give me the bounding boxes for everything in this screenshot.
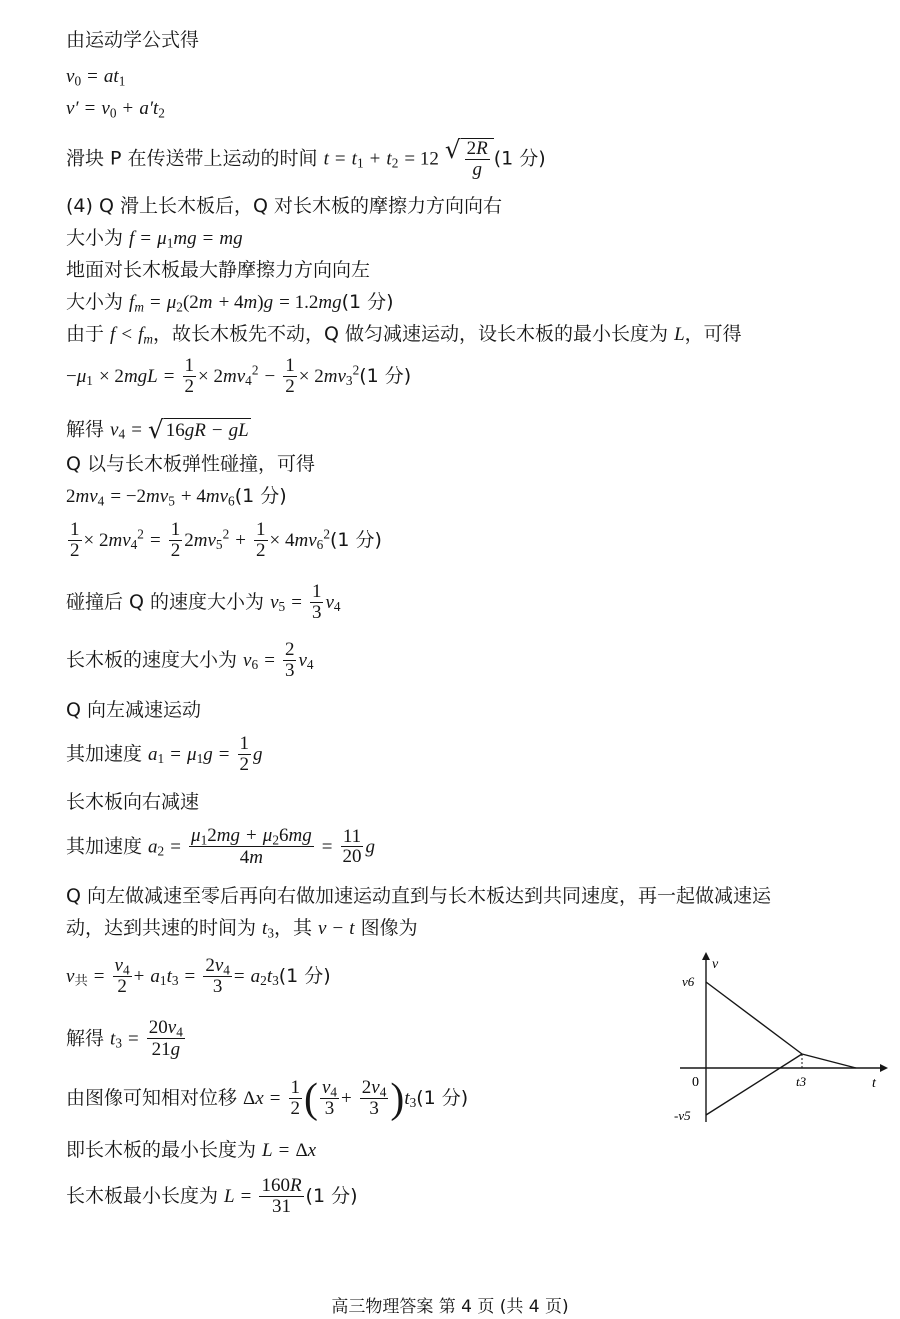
equation-line: 长木板的速度大小为 $v_6$ = $\frac{2}{3}$ $v_4$ <box>66 639 314 681</box>
equation-line: 解得 $t_3$ = $\frac{20v_4}{21g}$ <box>66 1017 183 1060</box>
text-line: 长木板向右减速 <box>66 791 200 813</box>
text-line: Q 向左减速运动 <box>66 699 201 721</box>
equation-line: 动，达到共速的时间为 $t_3$，其 v − t 图像为 <box>66 917 418 941</box>
equation-line: 长木板最小长度为 L = $\frac{160R}{31}$ (1 分) <box>66 1175 358 1217</box>
equation-line: 由于 $f < f_m$，故长木板先不动，Q 做匀减速运动，设长木板的最小长度为 L，可得 <box>66 323 742 347</box>
lower-intercept-label: -v5 <box>674 1108 691 1123</box>
v-t-graph <box>672 950 900 1150</box>
common-velocity-line <box>802 1054 856 1068</box>
origin-label: 0 <box>692 1075 699 1090</box>
equation-line: $2mv_4 = -2mv_5 + 4mv_6(1$ 分) <box>66 485 287 509</box>
equation-line: 其加速度 $a_1 = \mu_1g$ = $\frac{1}{2}$ g <box>66 733 263 775</box>
upper-intercept-label: v6 <box>682 974 695 989</box>
equation-line: 滑块 P 在传送带上运动的时间 $t = t_1 + t_2 = 12$ √ $\frac{2R}{g}$ (1 分) <box>66 135 546 180</box>
equation-line: 大小为 $f = \mu_1mg$ = mg <box>66 227 243 251</box>
text-line: (4) Q 滑上长木板后，Q 对长木板的摩擦力方向向右 <box>66 195 502 217</box>
text-line: Q 以与长木板弹性碰撞，可得 <box>66 453 315 475</box>
equation-line: $\frac{1}{2}$ × $2mv_4^2$ = $\frac{1}{2}$ $2mv_5^2$ + $\frac{1}{2}$ × $4mv_6^2(1$ 分) <box>70 519 382 561</box>
equation-line: 解得 $v_4$ = √ 16 gR − gL <box>66 415 249 444</box>
equation-line: 大小为 $f_m = \mu_2(2m + 4m)g = 1.2mg(1$ 分) <box>66 291 394 315</box>
text-line: 由运动学公式得 <box>66 29 200 51</box>
equation-line: $-\mu_1 \times 2mgL$ = $\frac{1}{2}$ × $2mv_4^2$ − $\frac{1}{2}$ × $2mv_3^2(1$ 分) <box>66 355 412 397</box>
equation-line: $v' = v_0 + a't_2$ <box>66 98 165 121</box>
equation-line: 即长木板的最小长度为 L = Δx <box>66 1139 317 1161</box>
t3-label: t3 <box>796 1074 807 1089</box>
equation-line: 由图像可知相对位移 Δx = $\frac{1}{2}$ ( $\frac{v_4}{3}$ + $\frac{2v_4}{3}$ )$t_3(1$ 分) <box>66 1075 469 1122</box>
t-axis-arrow <box>880 1064 888 1072</box>
v-axis-arrow <box>702 952 710 960</box>
equation-line: $v_共$ = $\frac{v_4}{2}$ + $a_1t_3$ = $\frac{2v_4}{3}$ = $a_2t_3(1$ 分) <box>66 955 331 997</box>
equation-line: 碰撞后 Q 的速度大小为 $v_5$ = $\frac{1}{3}$ $v_4$ <box>66 581 341 623</box>
board-velocity-line <box>706 982 802 1054</box>
v-axis-label: v <box>712 957 719 972</box>
equation-line: $v_0 = at_1$ <box>66 66 126 89</box>
page-footer: 高三物理答案 第 4 页 (共 4 页) <box>331 1297 569 1317</box>
block-velocity-line <box>706 1054 802 1115</box>
equation-line: 其加速度 $a_2$ = $\frac{\mu_12mg + \mu_26mg}{4m}$ = $\frac{11}{20}$ g <box>66 825 376 868</box>
t-axis-label: t <box>872 1076 876 1091</box>
text-line: 地面对长木板最大静摩擦力方向向左 <box>66 259 371 281</box>
text-line: Q 向左做减速至零后再向右做加速运动直到与长木板达到共同速度，再一起做减速运 <box>66 885 771 907</box>
